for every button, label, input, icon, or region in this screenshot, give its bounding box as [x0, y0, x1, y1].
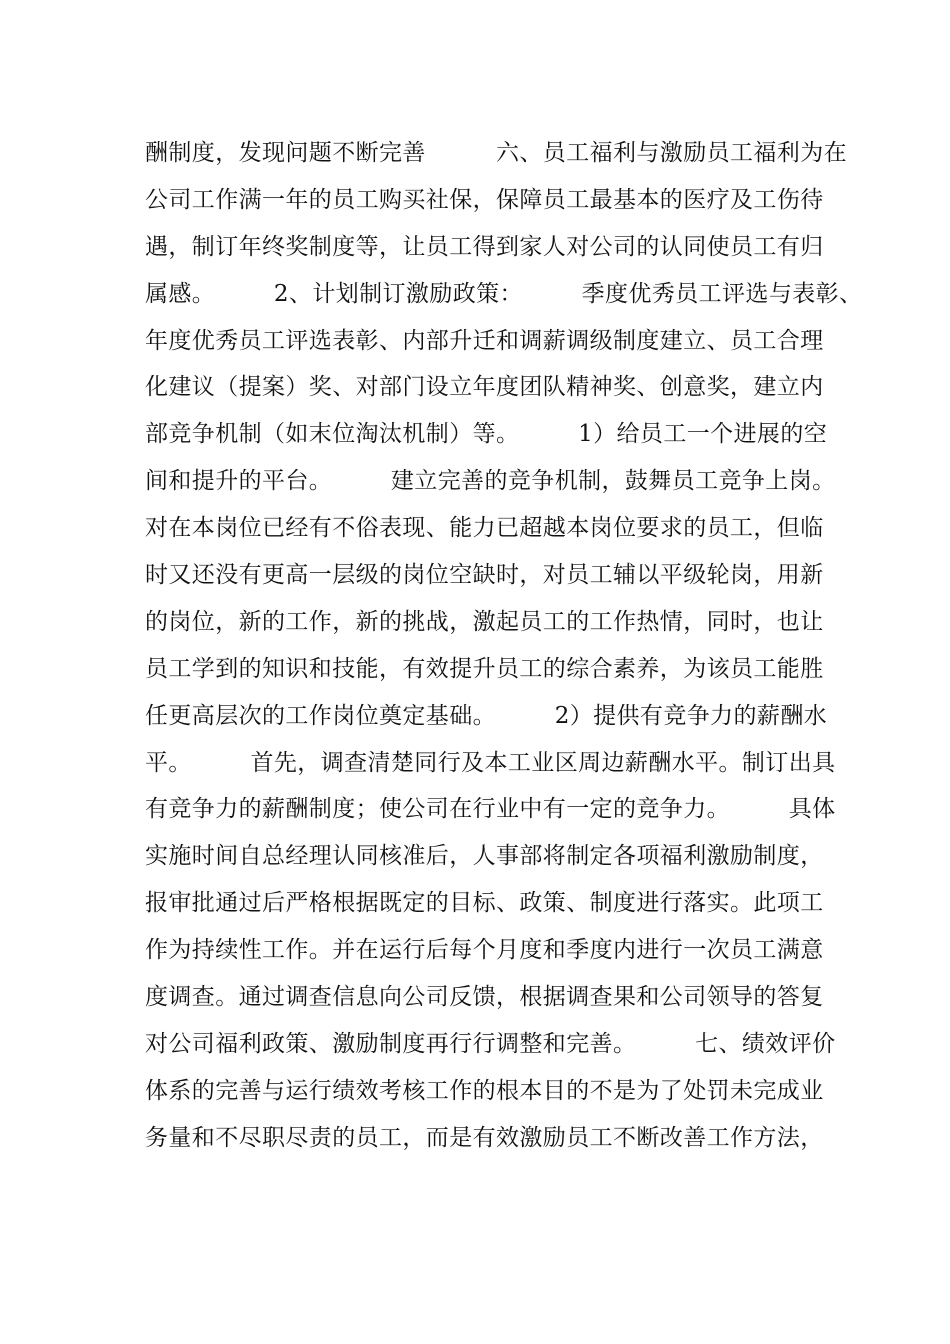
text-line: 年度优秀员工评选表彰、内部升迁和调薪调级制度建立、员工合理	[145, 327, 824, 354]
text-line: 度调查。通过调查信息向公司反馈，根据调查果和公司领导的答复	[145, 984, 824, 1011]
body-text	[145, 130, 863, 1162]
text-line: 公司工作满一年的员工购买社保，保障员工最基本的医疗及工伤待	[145, 186, 824, 213]
text-line: 对在本岗位已经有不俗表现、能力已超越本岗位要求的员工，但临	[145, 515, 824, 542]
text-line: 实施时间自总经理认同核准后，人事部将制定各项福利激励制度，	[145, 843, 824, 870]
text-line: 任更高层次的工作岗位奠定基础。 2）提供有竞争力的薪酬水	[145, 702, 828, 729]
text-line: 部竞争机制（如末位淘汰机制）等。 1）给员工一个进展的空	[145, 421, 828, 448]
text-line: 属感。 2、计划制订激励政策： 季度优秀员工评选与表彰、	[145, 280, 863, 307]
text-line: 有竞争力的薪酬制度；使公司在行业中有一定的竞争力。 具体	[145, 796, 836, 823]
text-line: 报审批通过后严格根据既定的目标、政策、制度进行落实。此项工	[145, 890, 824, 917]
text-line: 的岗位，新的工作，新的挑战，激起员工的工作热情，同时，也让	[145, 608, 824, 635]
text-line: 化建议（提案）奖、对部门设立年度团队精神奖、创意奖，建立内	[145, 374, 824, 401]
text-line: 对公司福利政策、激励制度再行行调整和完善。 七、绩效评价	[145, 1030, 836, 1057]
text-line: 务量和不尽职尽责的员工，而是有效激励员工不断改善工作方法，	[145, 1124, 824, 1151]
text-line: 时又还没有更高一层级的岗位空缺时，对员工辅以平级轮岗，用新	[145, 562, 824, 589]
text-line: 遇，制订年终奖制度等，让员工得到家人对公司的认同使员工有归	[145, 233, 824, 260]
text-line: 员工学到的知识和技能，有效提升员工的综合素养，为该员工能胜	[145, 655, 824, 682]
text-line: 作为持续性工作。并在运行后每个月度和季度内进行一次员工满意	[145, 937, 824, 964]
text-line: 间和提升的平台。 建立完善的竞争机制，鼓舞员工竞争上岗。	[145, 468, 836, 495]
text-line: 酬制度，发现问题不断完善 六、员工福利与激励员工福利为在	[145, 140, 847, 166]
text-line: 平。 首先，调查清楚同行及本工业区周边薪酬水平。制订出具	[145, 749, 836, 776]
text-line: 体系的完善与运行绩效考核工作的根本目的不是为了处罚未完成业	[145, 1077, 824, 1104]
